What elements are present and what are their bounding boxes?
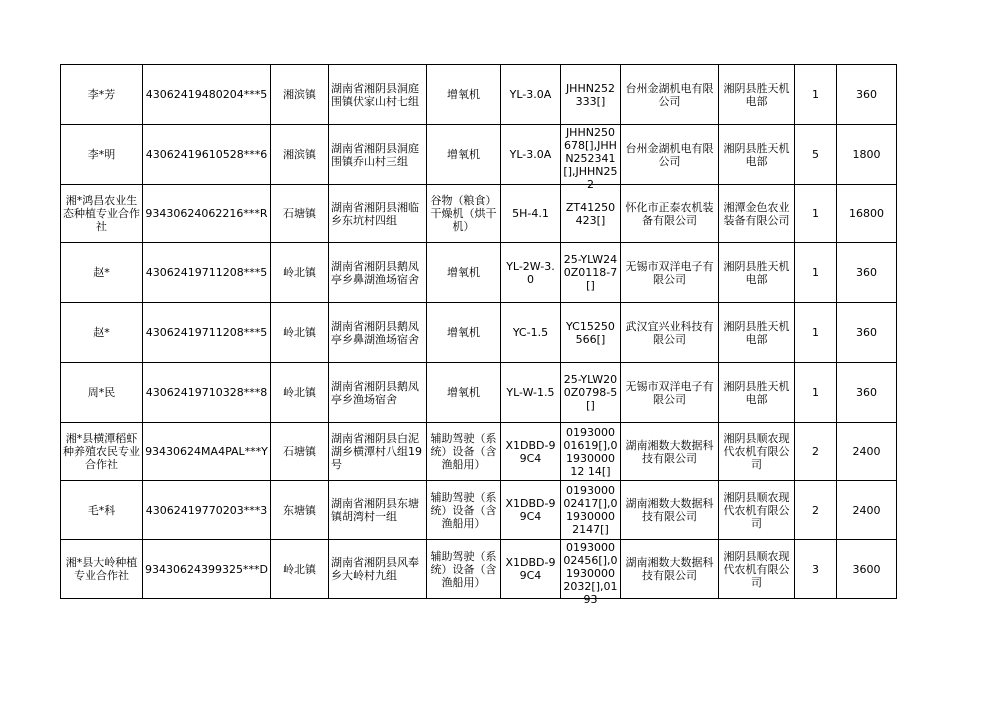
serial-number-text: 019300002456[],019300002032[],0193 [563,540,618,606]
serial-number-cell [560,65,620,125]
serial-number-text: YC15250566[] [566,319,615,346]
town-cell: 岭北镇 [270,540,328,599]
address-cell: 湖南省湘阴县洞庭围镇乔山村三组 [328,125,426,185]
machine-type-cell: 增氧机 [426,363,500,423]
subsidy-amount-cell: 3600 [836,540,896,599]
address-cell: 湖南省湘阴县鹅凤亭乡鼻湖渔场宿舍 [328,243,426,303]
town-cell: 湘滨镇 [270,65,328,125]
manufacturer-cell: 无锡市双洋电子有限公司 [620,363,718,423]
town-cell: 湘滨镇 [270,125,328,185]
name-cell: 湘*县横潭稻虾种养殖农民专业合作社 [61,423,143,481]
id-number-cell: 43062419480204***5 [143,65,271,125]
subsidy-amount-cell: 360 [836,363,896,423]
machine-type-cell: 增氧机 [426,125,500,185]
serial-number-cell [560,363,620,423]
model-cell: X1DBD-99C4 [500,423,560,481]
name-cell: 李*芳 [61,65,143,125]
table-row [61,481,897,540]
subsidy-table [60,64,897,606]
dealer-cell: 湘阴县胜天机电部 [718,243,794,303]
serial-number-text: JHHN250678[],JHHN252341[],JHHN252 [563,125,618,191]
serial-number-text: 25-YLW240Z0118-7[] [563,253,618,292]
id-number-cell: 93430624MA4PAL***Y [143,423,271,481]
name-cell: 赵* [61,243,143,303]
serial-number-text: ZT41250423[] [565,200,616,227]
manufacturer-cell: 台州金湖机电有限公司 [620,125,718,185]
id-number-cell: 93430624399325***D [143,540,271,599]
quantity-cell: 1 [794,303,836,363]
name-cell: 李*明 [61,125,143,185]
table-row [61,125,897,185]
model-cell: YL-2W-3.0 [500,243,560,303]
model-cell: X1DBD-99C4 [500,540,560,599]
quantity-cell: 5 [794,125,836,185]
id-number-cell: 43062419711208***5 [143,243,271,303]
quantity-cell: 1 [794,185,836,243]
name-cell: 湘*县大岭种植专业合作社 [61,540,143,599]
address-cell: 湖南省湘阴县鹅凤亭乡鼻湖渔场宿舍 [328,303,426,363]
manufacturer-cell: 台州金湖机电有限公司 [620,65,718,125]
subsidy-amount-cell: 1800 [836,125,896,185]
town-cell: 岭北镇 [270,303,328,363]
subsidy-amount-cell: 2400 [836,423,896,481]
address-cell: 湖南省湘阴县洞庭围镇伏家山村七组 [328,65,426,125]
model-cell: YL-3.0A [500,125,560,185]
serial-number-text: 019300002417[],019300002147[] [563,484,618,536]
model-cell: YL-W-1.5 [500,363,560,423]
serial-number-text: JHHN252333[] [565,81,615,108]
dealer-cell: 湘阴县顺农现代农机有限公司 [718,481,794,540]
manufacturer-cell: 怀化市正泰农机装备有限公司 [620,185,718,243]
name-cell: 周*民 [61,363,143,423]
model-cell: 5H-4.1 [500,185,560,243]
quantity-cell: 1 [794,243,836,303]
table-row [61,423,897,481]
address-cell: 湖南省湘阴县风奉乡大岭村九组 [328,540,426,599]
town-cell: 东塘镇 [270,481,328,540]
serial-number-cell [560,423,620,481]
table-row [61,65,897,125]
dealer-cell: 湘阴县胜天机电部 [718,363,794,423]
machine-type-cell: 辅助驾驶（系统）设备（含渔船用） [426,540,500,599]
serial-number-cell [560,243,620,303]
id-number-cell: 93430624062216***R [143,185,271,243]
serial-number-cell [560,303,620,363]
dealer-cell: 湘潭金色农业装备有限公司 [718,185,794,243]
machine-type-cell: 增氧机 [426,65,500,125]
name-cell: 湘*鸿昌农业生态种植专业合作社 [61,185,143,243]
table-row [61,303,897,363]
machine-type-cell: 增氧机 [426,303,500,363]
quantity-cell: 2 [794,423,836,481]
dealer-cell: 湘阴县顺农现代农机有限公司 [718,423,794,481]
manufacturer-cell: 湖南湘数大数据科技有限公司 [620,423,718,481]
town-cell: 石塘镇 [270,185,328,243]
serial-number-cell [560,540,620,606]
dealer-cell: 湘阴县顺农现代农机有限公司 [718,540,794,599]
table-row [61,363,897,423]
subsidy-amount-cell: 2400 [836,481,896,540]
model-cell: X1DBD-99C4 [500,481,560,540]
dealer-cell: 湘阴县胜天机电部 [718,65,794,125]
id-number-cell: 43062419710328***8 [143,363,271,423]
town-cell: 石塘镇 [270,423,328,481]
subsidy-amount-cell: 16800 [836,185,896,243]
serial-number-cell [560,185,620,243]
quantity-cell: 2 [794,481,836,540]
serial-number-text: 019300001619[],0193000012 14[] [563,425,618,478]
town-cell: 岭北镇 [270,243,328,303]
subsidy-amount-cell: 360 [836,243,896,303]
quantity-cell: 3 [794,540,836,599]
manufacturer-cell: 武汉宜兴业科技有限公司 [620,303,718,363]
machine-type-cell: 谷物（粮食）干燥机（烘干机） [426,185,500,243]
address-cell: 湖南省湘阴县东塘镇胡湾村一组 [328,481,426,540]
machine-type-cell: 辅助驾驶（系统）设备（含渔船用） [426,481,500,540]
id-number-cell: 43062419711208***5 [143,303,271,363]
machine-type-cell: 辅助驾驶（系统）设备（含渔船用） [426,423,500,481]
town-cell: 岭北镇 [270,363,328,423]
serial-number-cell [560,481,620,540]
dealer-cell: 湘阴县胜天机电部 [718,303,794,363]
table-row [61,185,897,243]
model-cell: YC-1.5 [500,303,560,363]
quantity-cell: 1 [794,363,836,423]
manufacturer-cell: 湖南湘数大数据科技有限公司 [620,481,718,540]
name-cell: 赵* [61,303,143,363]
dealer-cell: 湘阴县胜天机电部 [718,125,794,185]
subsidy-amount-cell: 360 [836,65,896,125]
model-cell: YL-3.0A [500,65,560,125]
manufacturer-cell: 无锡市双洋电子有限公司 [620,243,718,303]
id-number-cell: 43062419610528***6 [143,125,271,185]
machine-type-cell: 增氧机 [426,243,500,303]
name-cell: 毛*科 [61,481,143,540]
table-row [61,540,897,599]
address-cell: 湖南省湘阴县鹅凤亭乡渔场宿舍 [328,363,426,423]
subsidy-amount-cell: 360 [836,303,896,363]
serial-number-text: 25-YLW200Z0798-5[] [563,373,618,412]
serial-number-cell [560,125,620,191]
id-number-cell: 43062419770203***3 [143,481,271,540]
quantity-cell: 1 [794,65,836,125]
table-row [61,243,897,303]
manufacturer-cell: 湖南湘数大数据科技有限公司 [620,540,718,599]
address-cell: 湖南省湘阴县湘临乡东坑村四组 [328,185,426,243]
address-cell: 湖南省湘阴县白泥湖乡横潭村八组19号 [328,423,426,481]
